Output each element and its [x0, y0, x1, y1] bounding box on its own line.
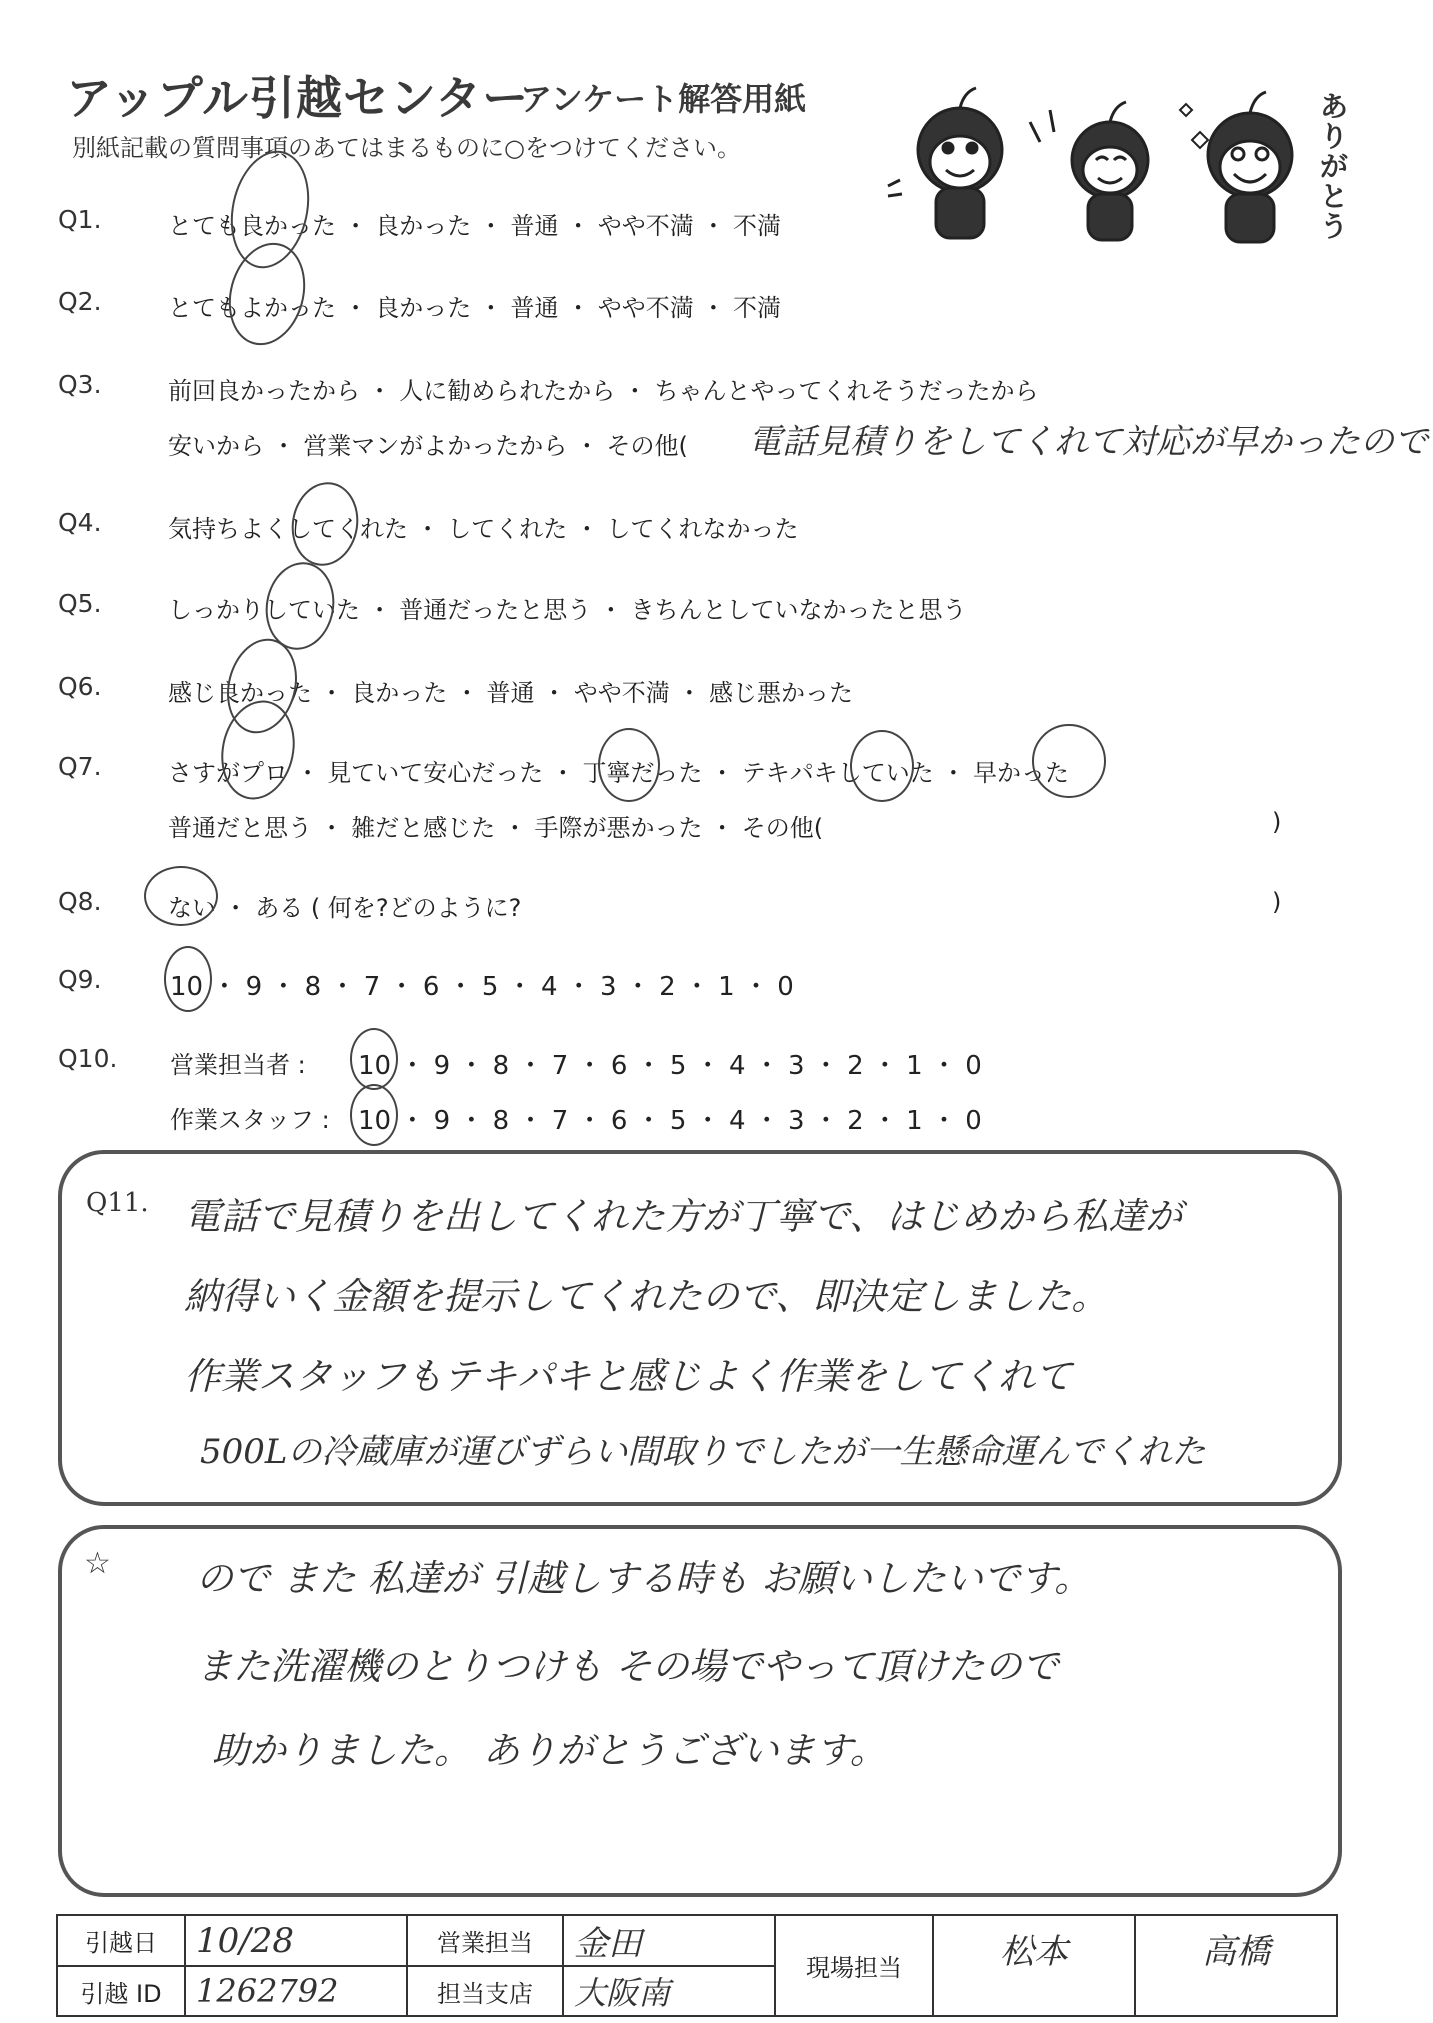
- q3-handwritten-other: 電話見積りをしてくれて対応が早かったので: [748, 422, 1428, 462]
- q3-options-line1: 前回良かったから ・ 人に勧められたから ・ ちゃんとやってくれそうだったから: [168, 377, 1039, 405]
- q8-label: Q8.: [58, 887, 102, 916]
- q11-line-4: 500Lの冷蔵庫が運びずらい間取りでしたが一生懸命運んでくれた: [200, 1432, 1206, 1472]
- q11-line-2: 納得いく金額を提示してくれたので、即決定しました。: [184, 1275, 1109, 1318]
- q6-options: 感じ良かった ・ 良かった ・ 普通 ・ やや不満 ・ 感じ悪かった: [168, 679, 854, 707]
- q5-label: Q5.: [58, 589, 102, 618]
- move-id-value: 1262792: [185, 1966, 407, 2016]
- q2-options: とてもよかった ・ 良かった ・ 普通 ・ やや不満 ・ 不満: [168, 294, 782, 322]
- q4-answer-circle: [285, 477, 365, 571]
- footer-info-table: [56, 1914, 1338, 2017]
- q10-label: Q10.: [58, 1044, 118, 1073]
- q7-options-line2: 普通だと思う ・ 雑だと感じた ・ 手際が悪かった ・ その他(: [168, 814, 824, 842]
- move-date-value: 10/28: [185, 1915, 407, 1966]
- q6-label: Q6.: [58, 672, 102, 701]
- q2-label: Q2.: [58, 287, 102, 316]
- q9-label: Q9.: [58, 965, 102, 994]
- move-date-label: 引越日: [57, 1915, 185, 1966]
- q2-answer-circle: [218, 234, 316, 354]
- star-icon: ☆: [84, 1546, 111, 1581]
- star-line-2: また洗濯機のとりつけも その場でやって頂けたので: [196, 1645, 1059, 1688]
- q1-label: Q1.: [58, 205, 102, 234]
- star-line-3: 助かりました。 ありがとうございます。: [212, 1729, 887, 1772]
- q7-circle-pro: [212, 694, 303, 807]
- q10-sales-scale: 10 ・ 9 ・ 8 ・ 7 ・ 6 ・ 5 ・ 4 ・ 3 ・ 2 ・ 1 ・ 0: [358, 1051, 982, 1081]
- q9-scale: 10 ・ 9 ・ 8 ・ 7 ・ 6 ・ 5 ・ 4 ・ 3 ・ 2 ・ 1 ・ 0: [170, 972, 794, 1002]
- company-title: アップル引越センター: [66, 71, 530, 125]
- sales-name: 金田: [563, 1915, 775, 1966]
- q8-close-paren: ): [1272, 888, 1282, 916]
- q5-options: しっかりしていた ・ 普通だったと思う ・ きちんとしていなかったと思う: [168, 596, 967, 624]
- site-label: 現場担当: [775, 1915, 933, 2016]
- q4-options: 気持ちよくしてくれた ・ してくれた ・ してくれなかった: [168, 515, 799, 543]
- mascot-illustration: [880, 70, 1340, 250]
- q1-options: とても良かった ・ 良かった ・ 普通 ・ やや不満 ・ 不満: [168, 212, 782, 240]
- instruction-text: 別紙記載の質問事項のあてはまるものに○をつけてください。: [72, 134, 741, 162]
- q4-label: Q4.: [58, 508, 102, 537]
- q11-line-3: 作業スタッフもテキパキと感じよく作業をしてくれて: [184, 1355, 1072, 1398]
- q3-label: Q3.: [58, 370, 102, 399]
- move-id-label: 引越 ID: [57, 1966, 185, 2016]
- q10-staff-scale: 10 ・ 9 ・ 8 ・ 7 ・ 6 ・ 5 ・ 4 ・ 3 ・ 2 ・ 1 ・ 0: [358, 1106, 982, 1136]
- q10-sales-circle: [350, 1028, 398, 1090]
- q8-options: ない ・ ある ( 何を?どのように?: [168, 894, 522, 922]
- branch-name: 大阪南: [563, 1966, 775, 2016]
- q7-circle-polite: [598, 728, 660, 802]
- sales-label: 営業担当: [407, 1915, 563, 1966]
- form-subtitle: アンケート解答用紙: [520, 80, 807, 118]
- q7-options-line1: さすがプロ ・ 見ていて安心だった ・ 丁寧だった ・ テキパキしていた ・ 早かった: [168, 759, 1070, 787]
- branch-label: 担当支店: [407, 1966, 563, 2016]
- q7-circle-fast: [1032, 724, 1106, 798]
- q8-answer-circle: [144, 866, 218, 926]
- q7-close-paren: ): [1272, 808, 1282, 836]
- q11-label: Q11.: [86, 1188, 149, 1218]
- mascot-thanks-text: ありがとう: [1320, 90, 1349, 243]
- q3-options-line2: 安いから ・ 営業マンがよかったから ・ その他(: [168, 432, 688, 460]
- q11-line-1: 電話で見積りを出してくれた方が丁寧で、はじめから私達が: [184, 1195, 1183, 1238]
- site-staff-2: 高橋: [1135, 1915, 1337, 2016]
- q7-label: Q7.: [58, 752, 102, 781]
- q7-circle-brisk: [850, 730, 914, 802]
- q10-staff-label: 作業スタッフ :: [170, 1106, 330, 1134]
- q10-staff-circle: [350, 1084, 398, 1146]
- site-staff-1: 松本: [933, 1915, 1135, 2016]
- star-line-1: ので また 私達が 引越しする時も お願いしたいです。: [196, 1557, 1092, 1600]
- q10-sales-label: 営業担当者 :: [170, 1051, 306, 1079]
- q9-answer-circle: [164, 946, 212, 1012]
